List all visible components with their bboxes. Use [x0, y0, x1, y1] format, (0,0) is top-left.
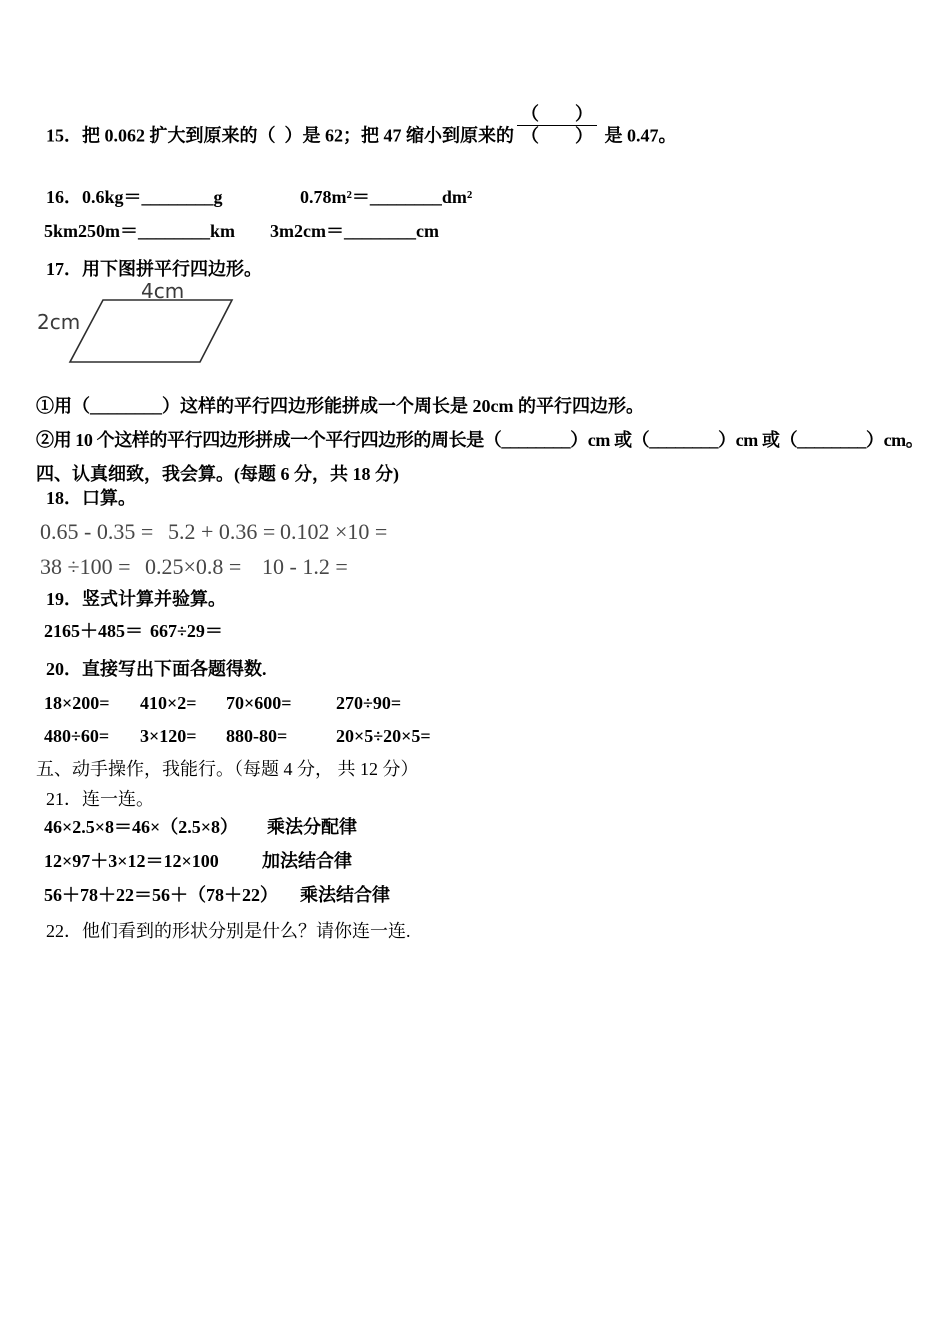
question-18-title: 18．口算。 [46, 488, 136, 508]
match-equation: 56＋78＋22＝56＋（78＋22） [44, 885, 278, 905]
math-expression: 70×600= [226, 693, 292, 713]
figure-top-length-label: 4cm [141, 279, 185, 303]
vertical-expression: 667÷29＝ [150, 621, 223, 641]
math-expression: 20×5÷20×5= [336, 726, 431, 746]
math-expression: 480÷60= [44, 726, 110, 746]
math-expression: 270÷90= [336, 693, 402, 713]
math-expression: 880-80= [226, 726, 288, 746]
question-19-row [44, 620, 223, 643]
math-expression: 3×120= [140, 726, 197, 746]
fraction-blank [517, 104, 597, 146]
match-equation: 46×2.5×8＝46×（2.5×8） [44, 817, 239, 837]
section-5-header: 五、动手操作，我能行。（每题 4 分， 共 12 分） [36, 759, 419, 779]
section-4-header: 四、认真细致，我会算。(每题 6 分，共 18 分) [36, 464, 399, 484]
fraction-numerator-blank: （ ） [521, 104, 593, 124]
question-15 [46, 104, 677, 148]
math-expression: 18×200= [44, 693, 110, 713]
oral-expression: 0.25×0.8 = [145, 554, 242, 579]
conversion-m2-dm2: 0.78m²＝________dm² [300, 187, 473, 207]
oral-math-row1 [40, 519, 387, 545]
vertical-expression: 2165＋485＝ [44, 621, 143, 641]
question-20-title: 20．直接写出下面各题得数. [46, 659, 267, 679]
question-17-sub2: ②用 10 个这样的平行四边形拼成一个平行四边形的周长是（________）cm 或（________）cm 或（________）cm。 [36, 430, 924, 450]
question-16-row2 [44, 220, 439, 243]
conversion-km-m: 5km250m＝________km [44, 221, 236, 241]
question-22-title: 22．他们看到的形状分别是什么？请你连一连. [46, 921, 411, 941]
conversion-m-cm: 3m2cm＝________cm [270, 221, 439, 241]
conversion-kg-g: 16．0.6kg＝________g [46, 187, 223, 207]
question-21-title: 21．连一连。 [46, 789, 154, 809]
question-17-title: 17．用下图拼平行四边形。 [46, 259, 262, 279]
question-20-row1 [44, 692, 401, 715]
match-law-label: 乘法分配律 [267, 817, 357, 837]
oral-expression: 0.65 - 0.35 = [40, 519, 154, 544]
match-row [44, 816, 357, 839]
figure-side-length-label: 2cm [37, 310, 81, 334]
question-17-sub1: ①用（________）这样的平行四边形能拼成一个周长是 20cm 的平行四边形。 [36, 396, 644, 416]
oral-expression: 0.102 ×10 = [280, 519, 388, 544]
match-equation: 12×97＋3×12＝12×100 [44, 851, 219, 871]
math-expression: 410×2= [140, 693, 197, 713]
oral-expression: 5.2 + 0.36 = [168, 519, 276, 544]
question-16-row1 [46, 186, 472, 209]
match-law-label: 乘法结合律 [300, 885, 390, 905]
match-row [44, 884, 390, 907]
question-15-text: 15．把 0.062 扩大到原来的（ ）是 62；把 47 缩小到原来的 [46, 125, 514, 146]
oral-math-row2 [40, 554, 348, 580]
parallelogram-figure [0, 294, 260, 374]
oral-expression: 10 - 1.2 = [262, 554, 348, 579]
match-row [44, 850, 352, 873]
question-20-row2 [44, 725, 431, 748]
fraction-denominator-blank: （ ） [517, 125, 597, 147]
question-19-title: 19．竖式计算并验算。 [46, 589, 226, 609]
oral-expression: 38 ÷100 = [40, 554, 131, 579]
question-15-suffix: 是 0.47。 [600, 125, 677, 146]
parallelogram-shape [70, 300, 232, 362]
match-law-label: 加法结合律 [262, 851, 352, 871]
